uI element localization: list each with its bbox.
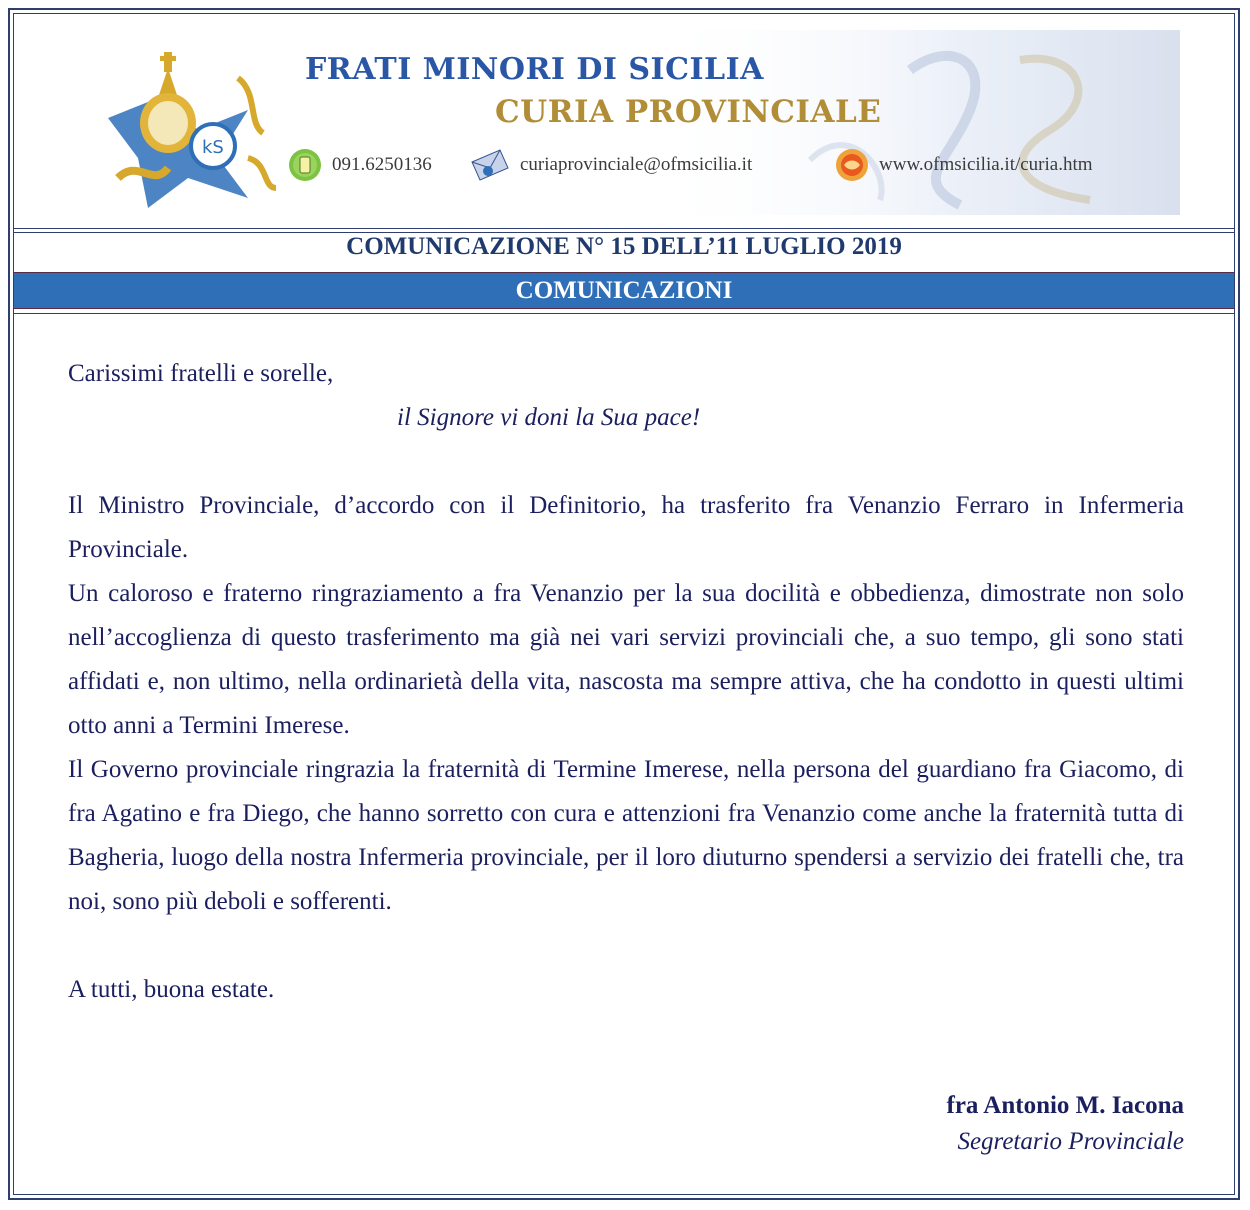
org-subtitle: CURIA PROVINCIALE [495, 94, 882, 130]
contact-website [835, 148, 1093, 182]
contact-phone [288, 148, 432, 182]
signature-block [947, 1088, 1185, 1160]
signature-name: fra Antonio M. Iacona [946, 1092, 1184, 1119]
header-banner [90, 30, 1180, 215]
website-url[interactable]: www.ofmsicilia.it/curia.htm [879, 154, 1093, 175]
phone-number[interactable]: 091.6250136 [332, 154, 432, 175]
phone-icon [288, 148, 322, 182]
divider-section [13, 313, 1235, 314]
section-bar [14, 272, 1234, 309]
org-name: FRATI MINORI DI SICILIA [305, 52, 764, 87]
closing-line: A tutti, buona estate. [68, 976, 275, 1003]
divider-header-top [13, 228, 1235, 229]
contact-email [470, 148, 752, 182]
section-label: COMUNICAZIONI [515, 277, 733, 304]
letter-body [68, 352, 1184, 1012]
blessing: il Signore vi doni la Sua pace! [397, 404, 701, 431]
email-address[interactable]: curiaprovinciale@ofmsicilia.it [520, 154, 753, 175]
province-emblem-icon [98, 38, 278, 213]
spacer [68, 924, 1184, 968]
signature-role: Segretario Provinciale [957, 1128, 1184, 1155]
email-icon [470, 148, 510, 182]
svg-text:kS: kS [202, 137, 224, 158]
communication-title: COMUNICAZIONE N° 15 DELL’11 LUGLIO 2019 [346, 233, 902, 260]
spacer [68, 440, 1184, 484]
paragraph-government: Il Governo provinciale ringrazia la fraternità di Termine Imerese, nella persona del guardiano fra Giacomo, di fra Agatino e fra Diego, che hanno sorretto con cura e attenzioni fra Venanzio come anche la fraternità tutta di Bagheria, luogo della nostra Infermeria provinciale, per il loro diuturno spendersi a servizio dei fratelli che, tra noi, sono più deboli e sofferenti. [68, 756, 1184, 915]
paragraph-transfer: Il Ministro Provinciale, d’accordo con il Definitorio, ha trasferito fra Venanzio Ferraro in Infermeria Provinciale. [68, 492, 1184, 563]
salutation: Carissimi fratelli e sorelle, [68, 360, 334, 387]
web-icon [835, 148, 869, 182]
paragraph-thanks: Un caloroso e fraterno ringraziamento a fra Venanzio per la sua docilità e obbedienza, dimostrate non solo nell’accoglienza di questo trasferimento ma già nei vari servizi provinciali che, a suo tempo, gli sono stati affidati e, non ultimo, nella ordinarietà della vita, nascosta ma sempre attiva, che ha condotto in questi ultimi otto anni a Termini Imerese. [68, 580, 1184, 739]
